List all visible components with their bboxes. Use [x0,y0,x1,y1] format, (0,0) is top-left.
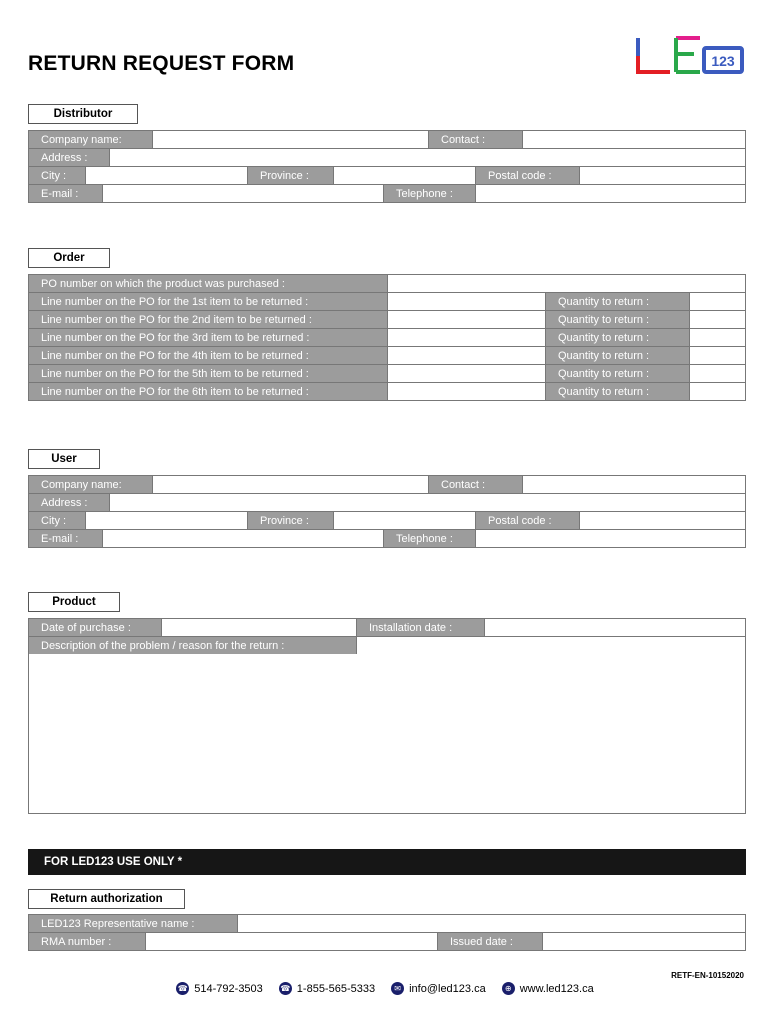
rma-number-label: RMA number : [29,933,145,950]
distributor-contact-field[interactable] [522,131,745,148]
po-number-field[interactable] [387,275,745,292]
globe-icon: ⊕ [502,982,515,995]
order-row-item-6 [28,382,746,401]
quantity-field[interactable] [689,293,745,310]
section-distributor: Distributor [28,104,138,124]
distributor-company-field[interactable] [152,131,428,148]
quantity-label: Quantity to return : [545,329,689,346]
user-row-3 [28,511,746,529]
section-return-authorization: Return authorization [28,889,185,909]
quantity-label: Quantity to return : [545,293,689,310]
date-of-purchase-field[interactable] [161,619,356,636]
distributor-city-field[interactable] [85,167,247,184]
document-code: RETF-EN-10152020 [671,971,744,980]
distributor-email-field[interactable] [102,185,383,202]
footer-email[interactable] [391,982,486,995]
quantity-field[interactable] [689,347,745,364]
postal-code-label: Postal code : [475,512,579,529]
province-label: Province : [247,512,333,529]
footer-phone-1[interactable] [176,982,263,995]
return-auth-row-1 [28,914,746,932]
description-spacer [356,637,745,654]
phone-icon: ☎ [177,984,188,993]
distributor-address-field[interactable] [109,149,745,166]
installation-date-label: Installation date : [356,619,484,636]
product-row-1 [28,618,746,636]
user-province-field[interactable] [333,512,475,529]
user-address-field[interactable] [109,494,745,511]
address-label: Address : [29,149,109,166]
rep-name-label: LED123 Representative name : [29,915,237,932]
line-item-label: Line number on the PO for the 5th item to be returned : [29,365,387,382]
issued-date-field[interactable] [542,933,745,950]
quantity-field[interactable] [689,365,745,382]
order-row-item-5 [28,364,746,382]
distributor-telephone-field[interactable] [475,185,745,202]
distributor-row-3 [28,166,746,184]
line-item-field[interactable] [387,293,545,310]
line-item-field[interactable] [387,347,545,364]
return-auth-row-2 [28,932,746,951]
quantity-label: Quantity to return : [545,347,689,364]
order-row-item-4 [28,346,746,364]
quantity-field[interactable] [689,383,745,400]
user-city-field[interactable] [85,512,247,529]
website-text: www.led123.ca [519,982,594,995]
distributor-postal-field[interactable] [579,167,745,184]
description-textarea[interactable] [28,654,746,814]
email-text: info@led123.ca [409,982,486,995]
product-row-2 [28,636,746,654]
user-row-1 [28,475,746,493]
province-label: Province : [247,167,333,184]
description-label: Description of the problem / reason for the return : [29,637,356,654]
line-item-field[interactable] [387,383,545,400]
user-contact-field[interactable] [522,476,745,493]
footer-website[interactable] [502,982,594,995]
quantity-label: Quantity to return : [545,311,689,328]
order-row-item-1 [28,292,746,310]
line-item-field[interactable] [387,311,545,328]
quantity-field[interactable] [689,311,745,328]
contact-label: Contact : [428,476,522,493]
line-item-label: Line number on the PO for the 6th item to be returned : [29,383,387,400]
quantity-field[interactable] [689,329,745,346]
user-telephone-field[interactable] [475,530,745,547]
order-row-item-3 [28,328,746,346]
led-use-only-banner: FOR LED123 USE ONLY * [28,849,746,875]
line-item-label: Line number on the PO for the 4th item to be returned : [29,347,387,364]
installation-date-field[interactable] [484,619,745,636]
phone-1-text: 514-792-3503 [194,982,263,995]
city-label: City : [29,512,85,529]
telephone-label: Telephone : [383,185,475,202]
line-item-label: Line number on the PO for the 3rd item to be returned : [29,329,387,346]
user-postal-field[interactable] [579,512,745,529]
quantity-label: Quantity to return : [545,365,689,382]
rep-name-field[interactable] [237,915,745,932]
address-label: Address : [29,494,109,511]
email-label: E-mail : [29,185,102,202]
quantity-label: Quantity to return : [545,383,689,400]
section-user: User [28,449,100,469]
user-email-field[interactable] [102,530,383,547]
line-item-label: Line number on the PO for the 1st item to be returned : [29,293,387,310]
postal-code-label: Postal code : [475,167,579,184]
distributor-row-4 [28,184,746,203]
distributor-row-2 [28,148,746,166]
led123-logo [634,36,746,76]
page-title: RETURN REQUEST FORM [28,52,295,75]
distributor-province-field[interactable] [333,167,475,184]
order-row-item-2 [28,310,746,328]
issued-date-label: Issued date : [437,933,542,950]
line-item-field[interactable] [387,365,545,382]
footer-contacts [0,982,770,995]
telephone-label: Telephone : [383,530,475,547]
rma-number-field[interactable] [145,933,437,950]
logo-text: 123 [711,53,735,69]
mail-icon: ✉ [391,982,404,995]
order-row-po [28,274,746,292]
email-label: E-mail : [29,530,102,547]
phone-2-text: 1-855-565-5333 [296,982,376,995]
user-company-field[interactable] [152,476,428,493]
contact-label: Contact : [428,131,522,148]
distributor-row-1 [28,130,746,148]
section-product: Product [28,592,120,612]
section-order: Order [28,248,110,268]
line-item-field[interactable] [387,329,545,346]
company-name-label: Company name: [29,476,152,493]
line-item-label: Line number on the PO for the 2nd item to be returned : [29,311,387,328]
phone-icon: ☎ [280,984,291,993]
company-name-label: Company name: [29,131,152,148]
po-number-label: PO number on which the product was purchased : [29,275,387,292]
user-row-4 [28,529,746,548]
city-label: City : [29,167,85,184]
user-row-2 [28,493,746,511]
footer-phone-2[interactable] [279,982,375,995]
date-of-purchase-label: Date of purchase : [29,619,161,636]
